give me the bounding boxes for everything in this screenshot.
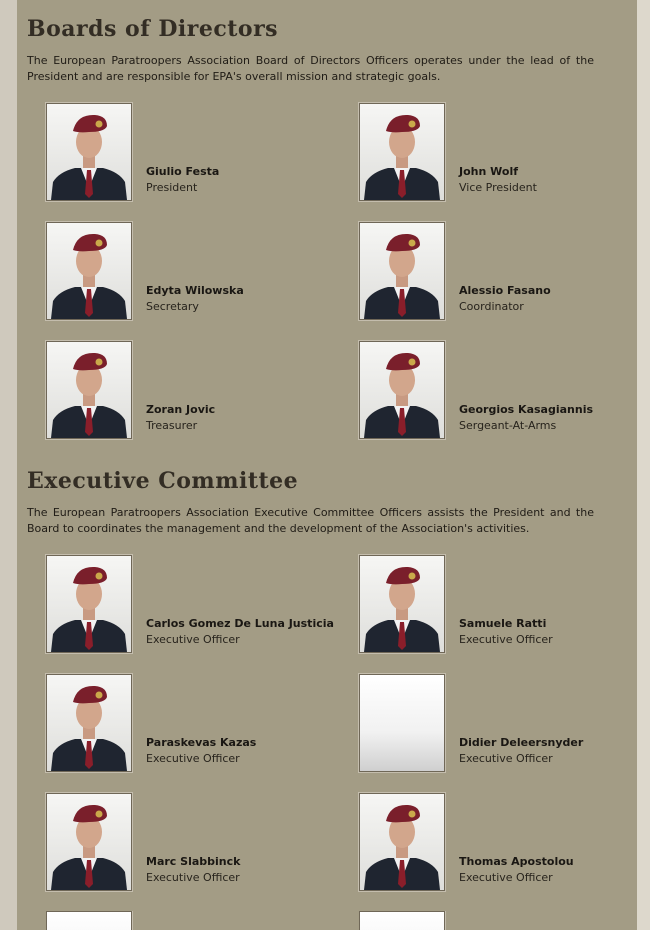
member-photo (46, 674, 132, 772)
board-intro: The European Paratroopers Association Board of Directors Officers operates under the lead of the President and are responsible for EPA's overall mission and strategic goals. (27, 54, 594, 83)
member-name: Samuele Ratti (459, 617, 547, 630)
member-card (46, 674, 346, 774)
member-photo (359, 103, 445, 201)
member-role: Treasurer (146, 419, 198, 432)
member-card (46, 793, 346, 893)
member-photo (359, 793, 445, 891)
executive-heading: Executive Committee (27, 468, 299, 494)
member-name: Giulio Festa (146, 165, 220, 178)
member-card (46, 103, 346, 203)
member-photo-placeholder (46, 911, 132, 930)
member-name: Alessio Fasano (459, 284, 551, 297)
member-photo (359, 341, 445, 439)
member-card (359, 103, 650, 203)
member-card (46, 911, 346, 930)
member-card (359, 793, 650, 893)
member-photo (359, 222, 445, 320)
executive-intro: The European Paratroopers Association Executive Committee Officers assists the President and the Board to coordinates the management and the development of the Association's activities. (27, 506, 594, 535)
member-card (359, 674, 650, 774)
member-name: Thomas Apostolou (459, 855, 574, 868)
member-name: Paraskevas Kazas (146, 736, 257, 749)
member-role: Secretary (146, 300, 199, 313)
member-role: Executive Officer (459, 752, 553, 765)
member-card (46, 555, 346, 655)
member-card (359, 555, 650, 655)
member-role: Coordinator (459, 300, 524, 313)
member-photo-placeholder (359, 674, 445, 772)
member-role: Executive Officer (459, 633, 553, 646)
member-photo (46, 222, 132, 320)
member-role: Sergeant-At-Arms (459, 419, 557, 432)
member-photo-placeholder (359, 911, 445, 930)
member-name: John Wolf (459, 165, 518, 178)
member-name: Marc Slabbinck (146, 855, 241, 868)
member-role: Executive Officer (146, 871, 240, 884)
member-role: Vice President (459, 181, 537, 194)
member-card (46, 341, 346, 441)
member-card (46, 222, 346, 322)
member-role: President (146, 181, 198, 194)
member-card (359, 911, 650, 930)
member-photo (46, 103, 132, 201)
member-role: Executive Officer (459, 871, 553, 884)
member-photo (46, 555, 132, 653)
board-heading: Boards of Directors (27, 16, 279, 42)
member-card (359, 341, 650, 441)
member-name: Carlos Gomez De Luna Justicia (146, 617, 334, 630)
member-photo (46, 793, 132, 891)
member-card (359, 222, 650, 322)
member-photo (359, 555, 445, 653)
member-role: Executive Officer (146, 633, 240, 646)
member-name: Georgios Kasagiannis (459, 403, 594, 416)
member-role: Executive Officer (146, 752, 240, 765)
member-name: Edyta Wilowska (146, 284, 244, 297)
member-name: Zoran Jovic (146, 403, 216, 416)
member-name: Didier Deleersnyder (459, 736, 584, 749)
member-photo (46, 341, 132, 439)
